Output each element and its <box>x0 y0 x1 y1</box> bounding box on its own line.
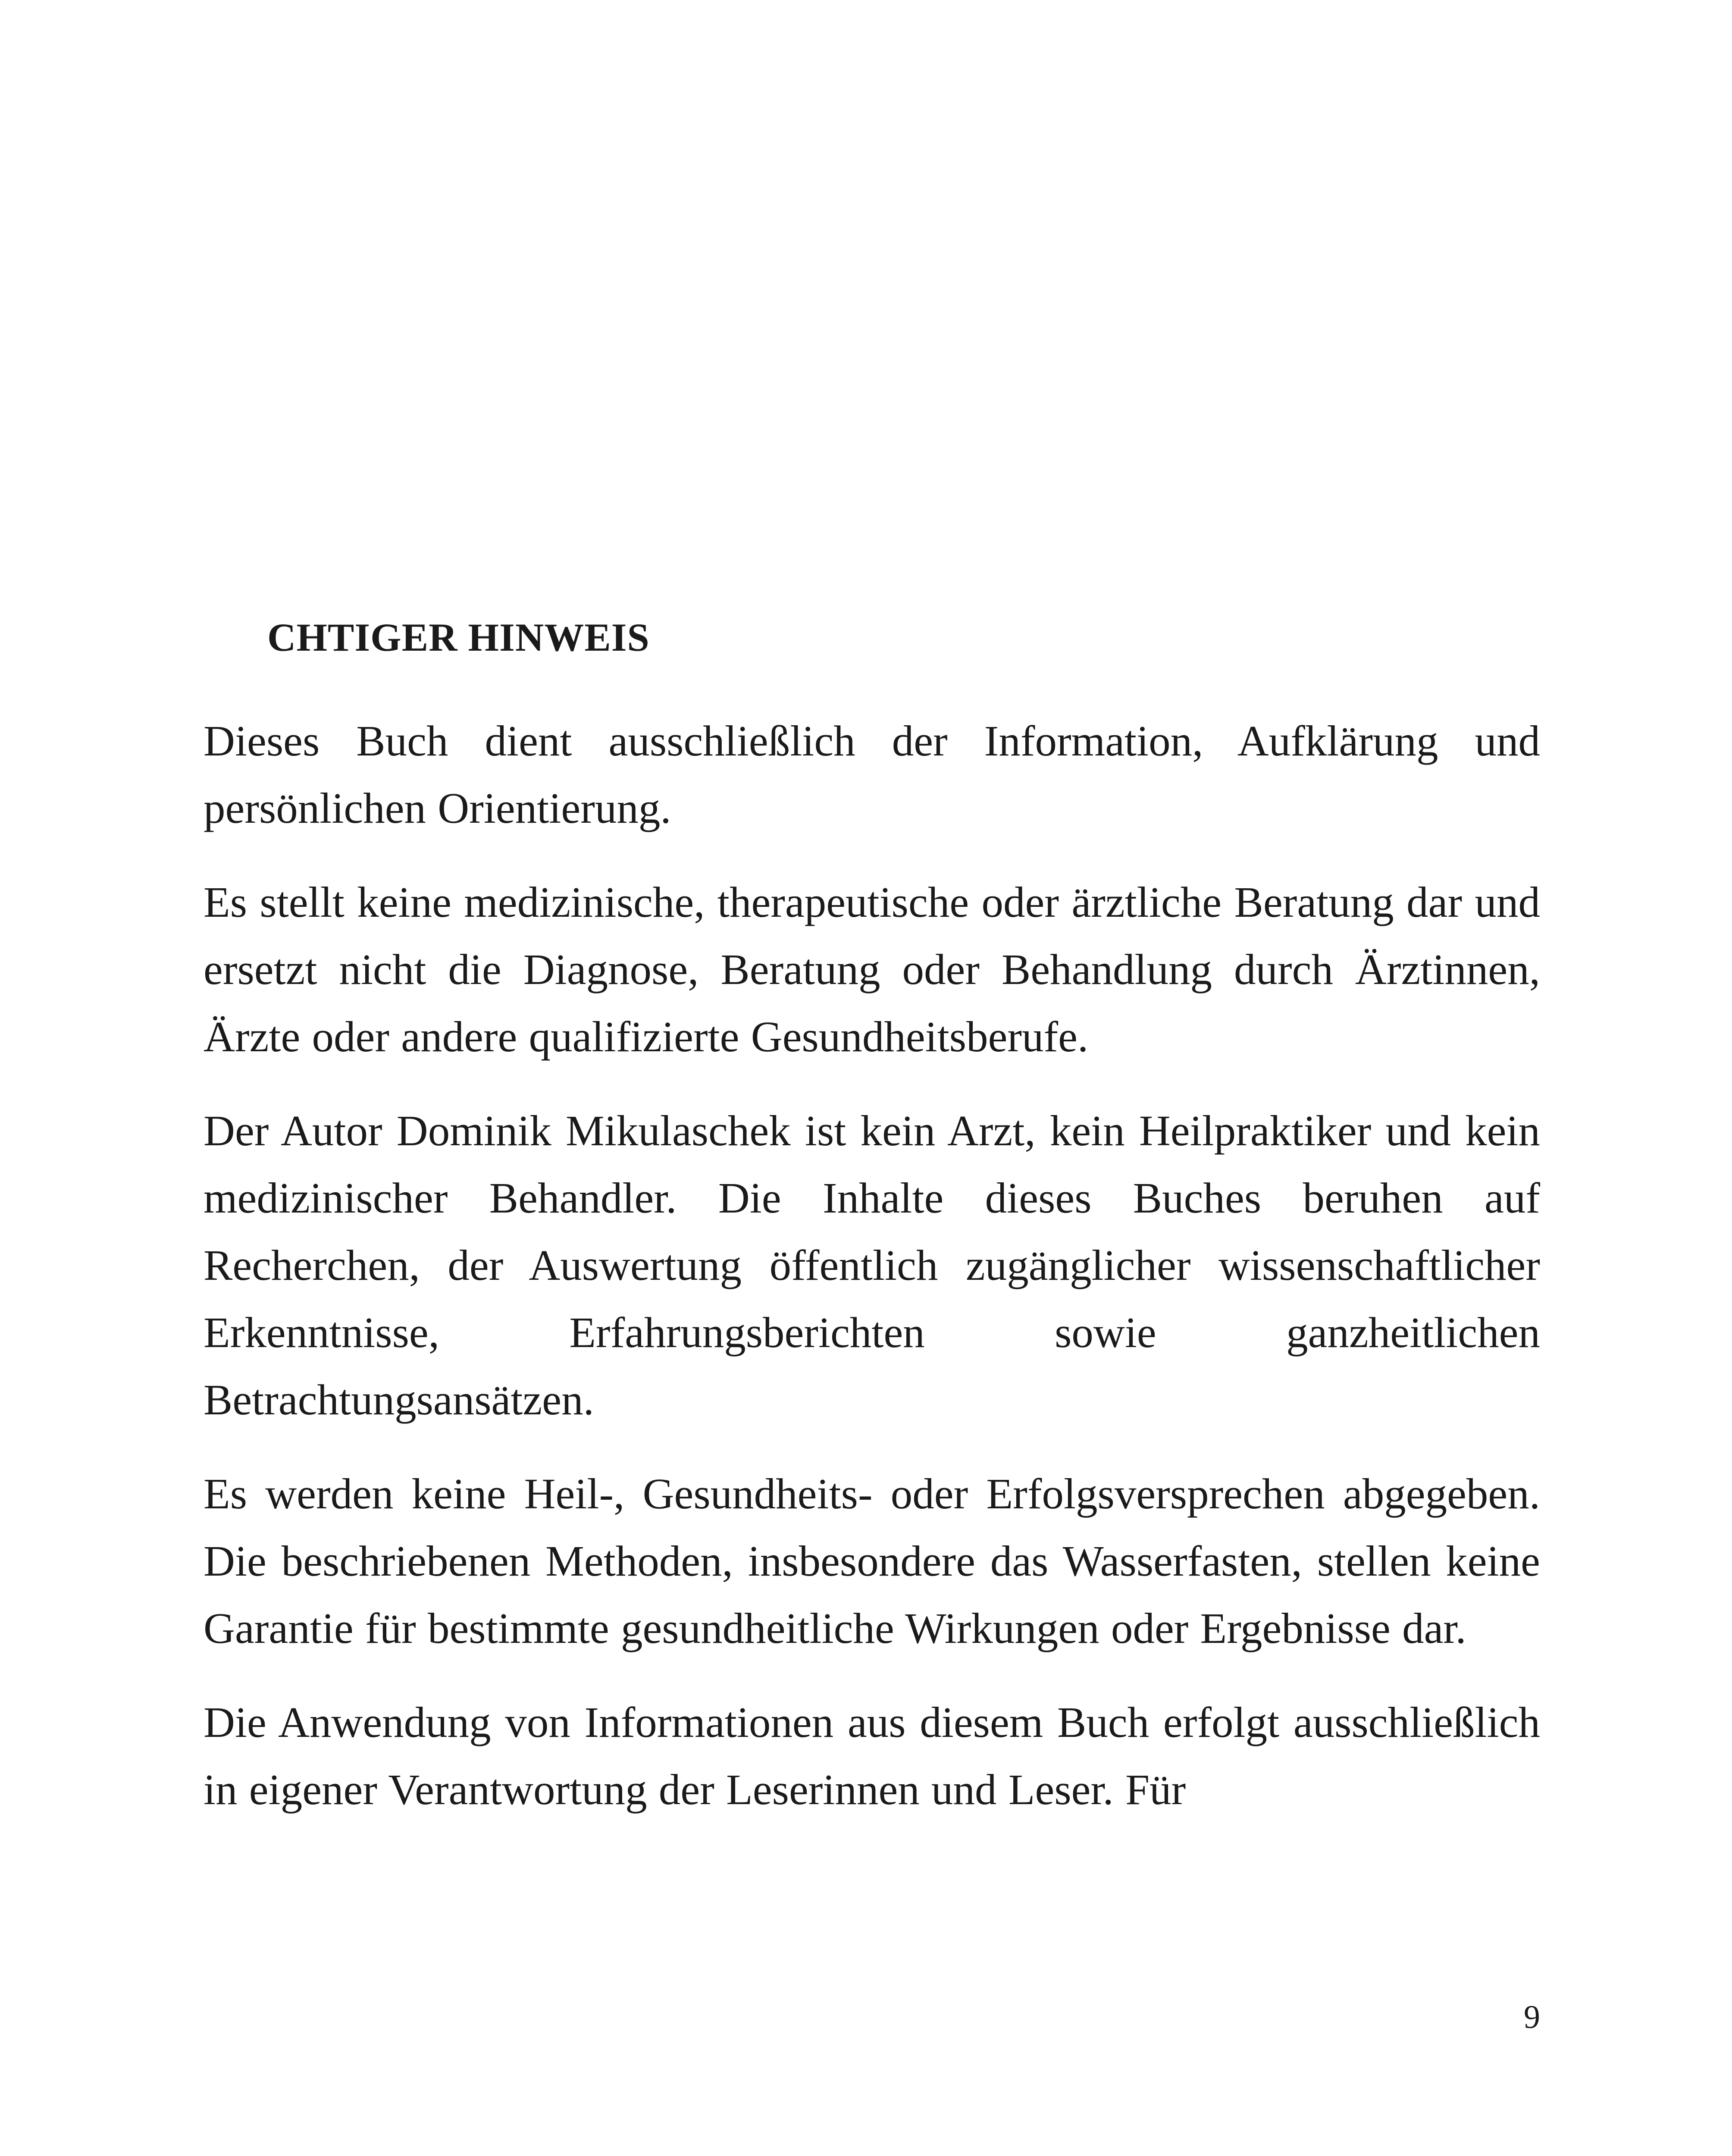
page-number: 9 <box>1524 1999 1540 2035</box>
section-heading: CHTIGER HINWEIS <box>267 615 650 659</box>
paragraph-5: Die Anwendung von Informationen aus diesem Buch erfolgt ausschließlich in eigener Verantwortung der Leserinnen und Leser. Für <box>204 1698 1540 1814</box>
paragraph-4: Es werden keine Heil-, Gesundheits- oder Erfolgsversprechen abgegeben. Die beschriebenen Methoden, insbesondere das Wasserfasten, stellen keine Garantie für bestimmte gesundheitliche Wirkungen oder Ergebnisse dar. <box>204 1470 1540 1652</box>
paragraph-2: Es stellt keine medizinische, therapeutische oder ärztliche Beratung dar und ersetzt nicht die Diagnose, Beratung oder Behandlung durch Ärztinnen, Ärzte oder andere qualifizierte Gesundheitsberufe. <box>204 878 1540 1061</box>
paragraph-3: Der Autor Dominik Mikulaschek ist kein Arzt, kein Heilpraktiker und kein medizinischer Behandler. Die Inhalte dieses Buches beruhen auf Recherchen, der Auswertung öffentlich zugänglicher wissenschaftlicher Erkenntnisse, Erfahrungsberichten sowie ganzheitlichen Betrachtungsansätzen. <box>204 1106 1540 1424</box>
paragraph-1: Dieses Buch dient ausschließlich der Information, Aufklärung und persönlichen Orientierung. <box>204 717 1540 832</box>
body-text <box>204 707 1540 1850</box>
